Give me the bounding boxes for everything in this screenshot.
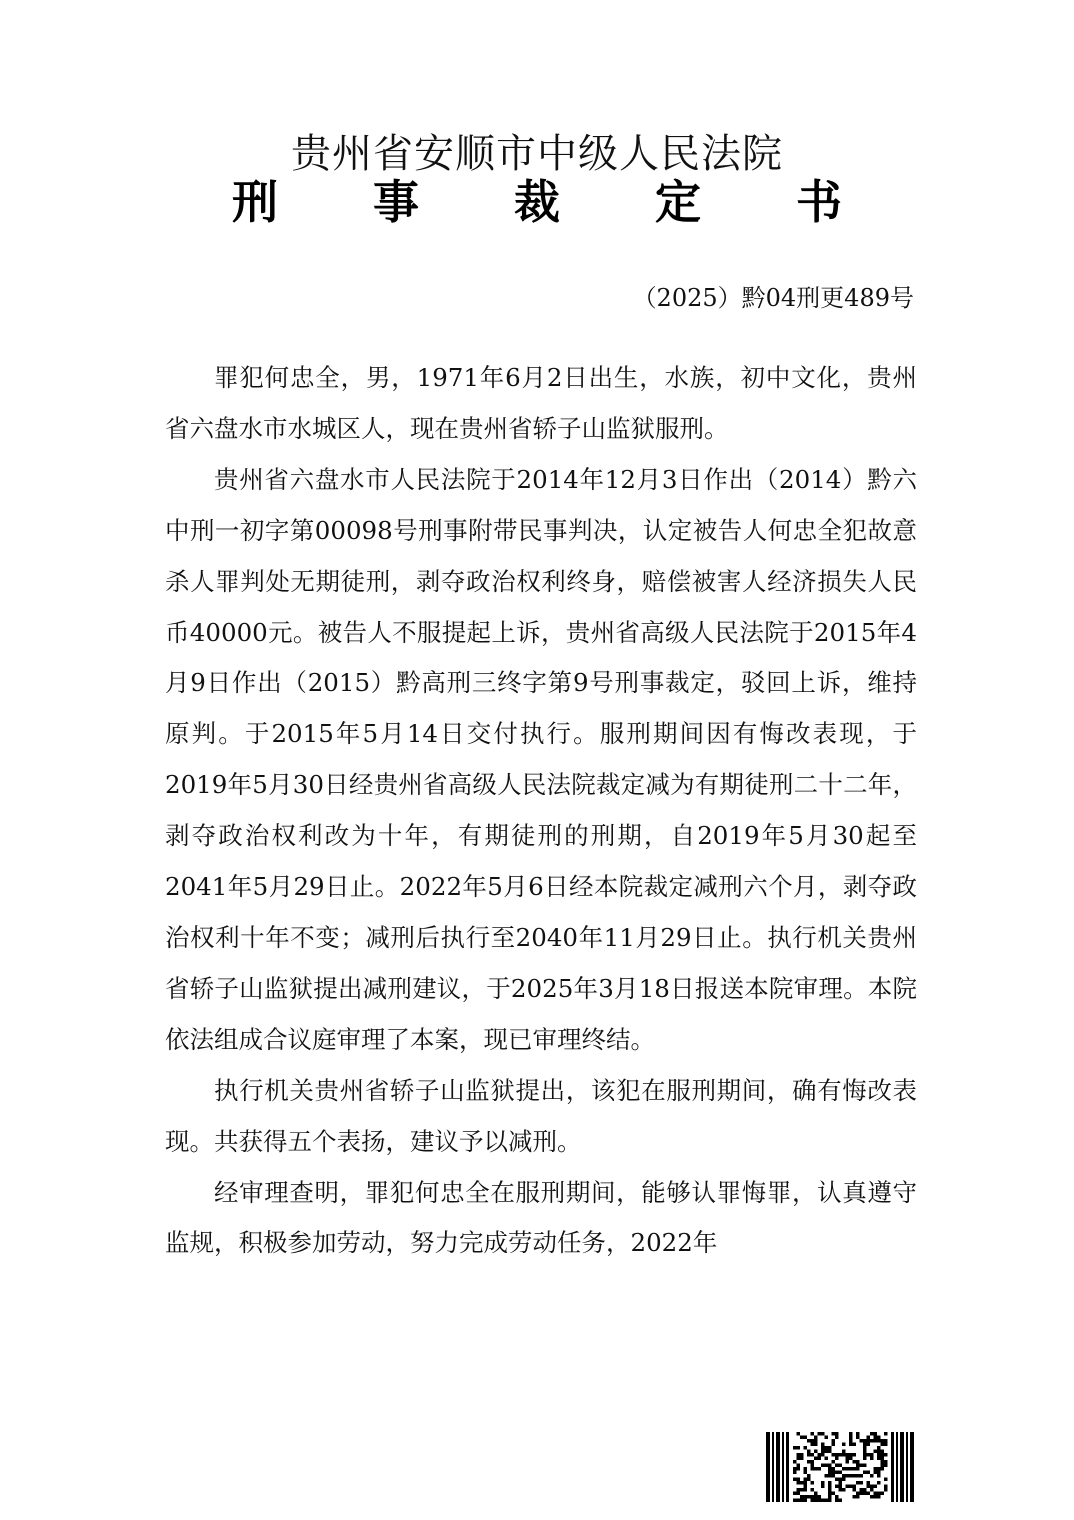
paragraph-history: 贵州省六盘水市人民法院于2014年12月3日作出（2014）黔六中刑一初字第00098号刑事附带民事判决，认定被告人何忠全犯故意杀人罪判处无期徒刑，剥夺政治权利终身，赔偿被害人经济损失人民币40000元。被告人不服提起上诉，贵州省高级人民法院于2015年4月9日作出（2015）黔高刑三终字第9号刑事裁定，驳回上诉，维持原判。于2015年5月14日交付执行。服刑期间因有悔改表现，于2019年5月30日经贵州省高级人民法院裁定减为有期徒刑二十二年，剥夺政治权利改为十年，有期徒刑的刑期，自2019年5月30起至2041年5月29日止。2022年5月6日经本院裁定减刑六个月，剥夺政治权利十年不变；减刑后执行至2040年11月29日止。执行机关贵州省轿子山监狱提出减刑建议，于2025年3月18日报送本院审理。本院依法组成合议庭审理了本案，现已审理终结。	[165, 464, 917, 1054]
paragraph-proposal: 执行机关贵州省轿子山监狱提出，该犯在服刑期间，确有悔改表现。共获得五个表扬，建议予以减刑。	[165, 1075, 917, 1156]
barcode-icon	[766, 1432, 914, 1502]
case-number: （2025）黔04刑更489号	[632, 284, 914, 312]
document-type-title	[232, 174, 842, 230]
doc-type-char: 刑	[232, 175, 278, 229]
doc-type-char: 裁	[514, 175, 560, 229]
paragraph-findings: 经审理查明，罪犯何忠全在服刑期间，能够认罪悔罪，认真遵守监规，积极参加劳动，努力完成劳动任务，2022年	[165, 1177, 917, 1258]
document-body	[165, 353, 917, 1269]
court-name: 贵州省安顺市中级人民法院	[291, 131, 783, 177]
doc-type-char: 事	[373, 175, 419, 229]
doc-type-char: 书	[796, 175, 842, 229]
doc-type-char: 定	[655, 175, 701, 229]
paragraph-defendant: 罪犯何忠全，男，1971年6月2日出生，水族，初中文化，贵州省六盘水市水城区人，现在贵州省轿子山监狱服刑。	[165, 363, 917, 443]
